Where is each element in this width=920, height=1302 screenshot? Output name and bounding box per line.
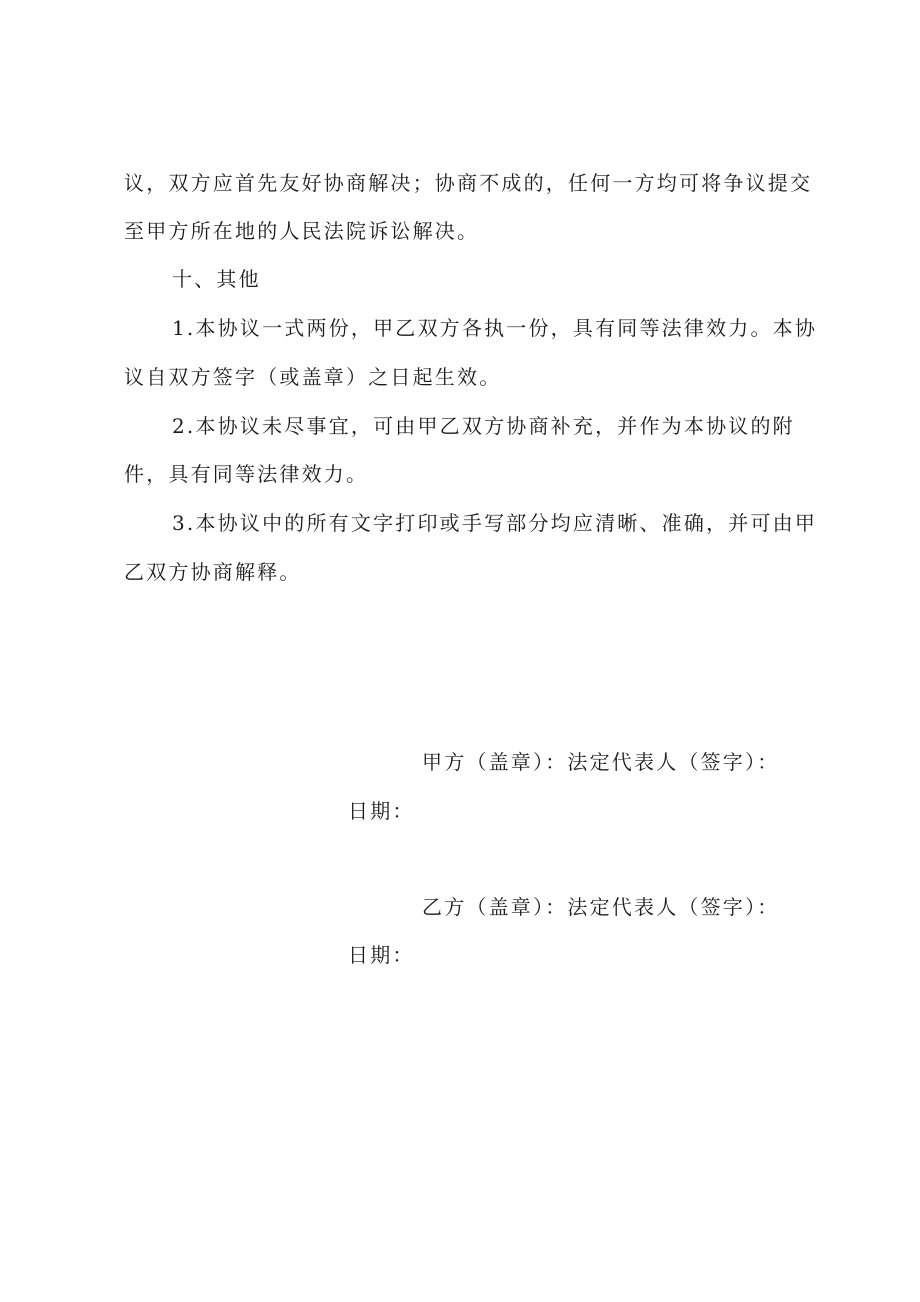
party-b-signature-line: 乙方（盖章）：法定代表人（签字）： bbox=[422, 895, 780, 919]
clause-2-line-1: 2.本协议未尽事宜，可由甲乙双方协商补充，并作为本协议的附 bbox=[172, 414, 795, 438]
party-b-date-label: 日期： bbox=[348, 943, 415, 967]
party-a-signature-line: 甲方（盖章）：法定代表人（签字）： bbox=[422, 750, 780, 774]
dispute-clause-line-1: 议，双方应首先友好协商解决；协商不成的，任何一方均可将争议提交 bbox=[124, 171, 813, 195]
clause-3-line-2: 乙双方协商解释。 bbox=[124, 560, 302, 584]
clause-1-line-1: 1.本协议一式两份，甲乙双方各执一份，具有同等法律效力。本协 bbox=[172, 316, 818, 340]
party-a-date-label: 日期： bbox=[348, 799, 415, 823]
clause-3-line-1: 3.本协议中的所有文字打印或手写部分均应清晰、准确，并可由甲 bbox=[172, 511, 818, 535]
clause-1-line-2: 议自双方签字（或盖章）之日起生效。 bbox=[124, 365, 502, 389]
section-heading-other: 十、其他 bbox=[172, 267, 261, 291]
clause-2-line-2: 件，具有同等法律效力。 bbox=[124, 462, 369, 486]
dispute-clause-line-2: 至甲方所在地的人民法院诉讼解决。 bbox=[124, 219, 480, 243]
